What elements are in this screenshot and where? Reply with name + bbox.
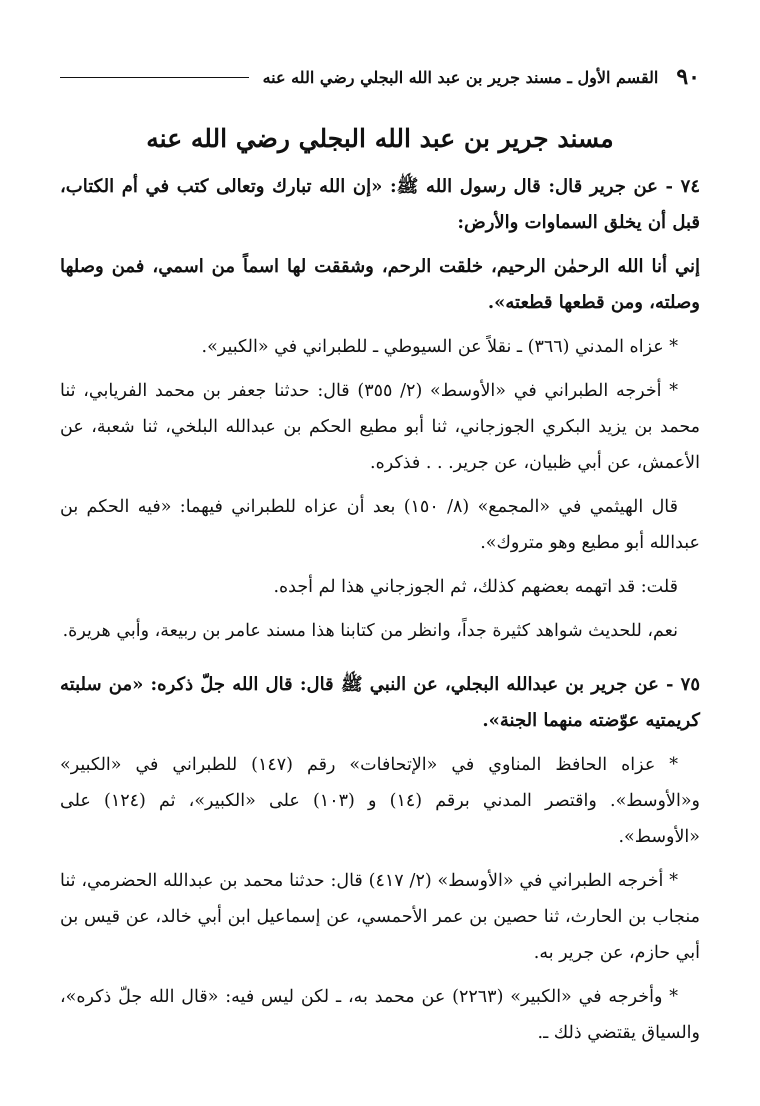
- hadith-75-text: ٧٥ - عن جرير بن عبدالله البجلي، عن النبي ﷺ قال: قال الله جلّ ذكره: «من سلبته كريمتيه عوّضته منهما الجنة».: [60, 674, 700, 731]
- hadith-74-quote: إني أنا الله الرحمٰن الرحيم، خلقت الرحم، وشققت لها اسماً من اسمي، فمن وصلها وصلته، ومن قطعها قطعته».: [60, 256, 700, 313]
- hadith-74-note-5: نعم، للحديث شواهد كثيرة جداً، وانظر من كتابنا هذا مسند عامر بن ربيعة، وأبي هريرة.: [62, 621, 678, 641]
- hadith-75-note-1: * عزاه الحافظ المناوي في «الإتحافات» رقم (١٤٧) للطبراني في «الكبير» و«الأوسط». واقتصر المدني برقم (١٤) و (١٠٣) على «الكبير»، ثم (١٢٤) على «الأوسط».: [60, 755, 700, 847]
- hadith-74-note-4: قلت: قد اتهمه بعضهم كذلك، ثم الجوزجاني هذا لم أجده.: [273, 577, 678, 597]
- hadith-74-note-3: قال الهيثمي في «المجمع» (٨/ ١٥٠) بعد أن عزاه للطبراني فيهما: «فيه الحكم بن عبدالله أبو مطيع وهو متروك».: [60, 497, 700, 553]
- header-rule: [60, 77, 249, 78]
- book-page: [60, 60, 700, 1060]
- running-header: [60, 60, 700, 94]
- hadith-74-note-1: * عزاه المدني (٣٦٦) ـ نقلاً عن السيوطي ـ للطبراني في «الكبير».: [201, 337, 678, 357]
- hadith-75-note-3: * وأخرجه في «الكبير» (٢٢٦٣) عن محمد به، ـ لكن ليس فيه: «قال الله جلّ ذكره»، والسياق يقتضي ذلك ـ.: [60, 987, 700, 1043]
- section-title: مسند جرير بن عبد الله البجلي رضي الله عنه: [146, 124, 614, 153]
- page-number: ٩٠: [676, 64, 700, 90]
- section-gap: [60, 657, 700, 667]
- hadith-74-note-2: * أخرجه الطبراني في «الأوسط» (٢/ ٣٥٥) قال: حدثنا جعفر بن محمد الفريابي، ثنا محمد بن يزيد البكري الجوزجاني، ثنا أبو مطيع الحكم بن عبدالله البلخي، ثنا شعبة، عن الأعمش، عن أبي ظبيان، عن جرير. . . فذكره.: [60, 381, 700, 473]
- running-title: القسم الأول ـ مسند جرير بن عبد الله البجلي رضي الله عنه: [262, 67, 659, 87]
- hadith-74-text: ٧٤ - عن جرير قال: قال رسول الله ﷺ: «إن الله تبارك وتعالى كتب في أم الكتاب، قبل أن يخلق السماوات والأرض:: [60, 176, 700, 233]
- hadith-75-note-2: * أخرجه الطبراني في «الأوسط» (٢/ ٤١٧) قال: حدثنا محمد بن عبدالله الحضرمي، ثنا منجاب بن الحارث، ثنا حصين بن عمر الأحمسي، عن إسماعيل ابن أبي خالد، عن قيس بن أبي حازم، عن جرير به.: [60, 871, 700, 963]
